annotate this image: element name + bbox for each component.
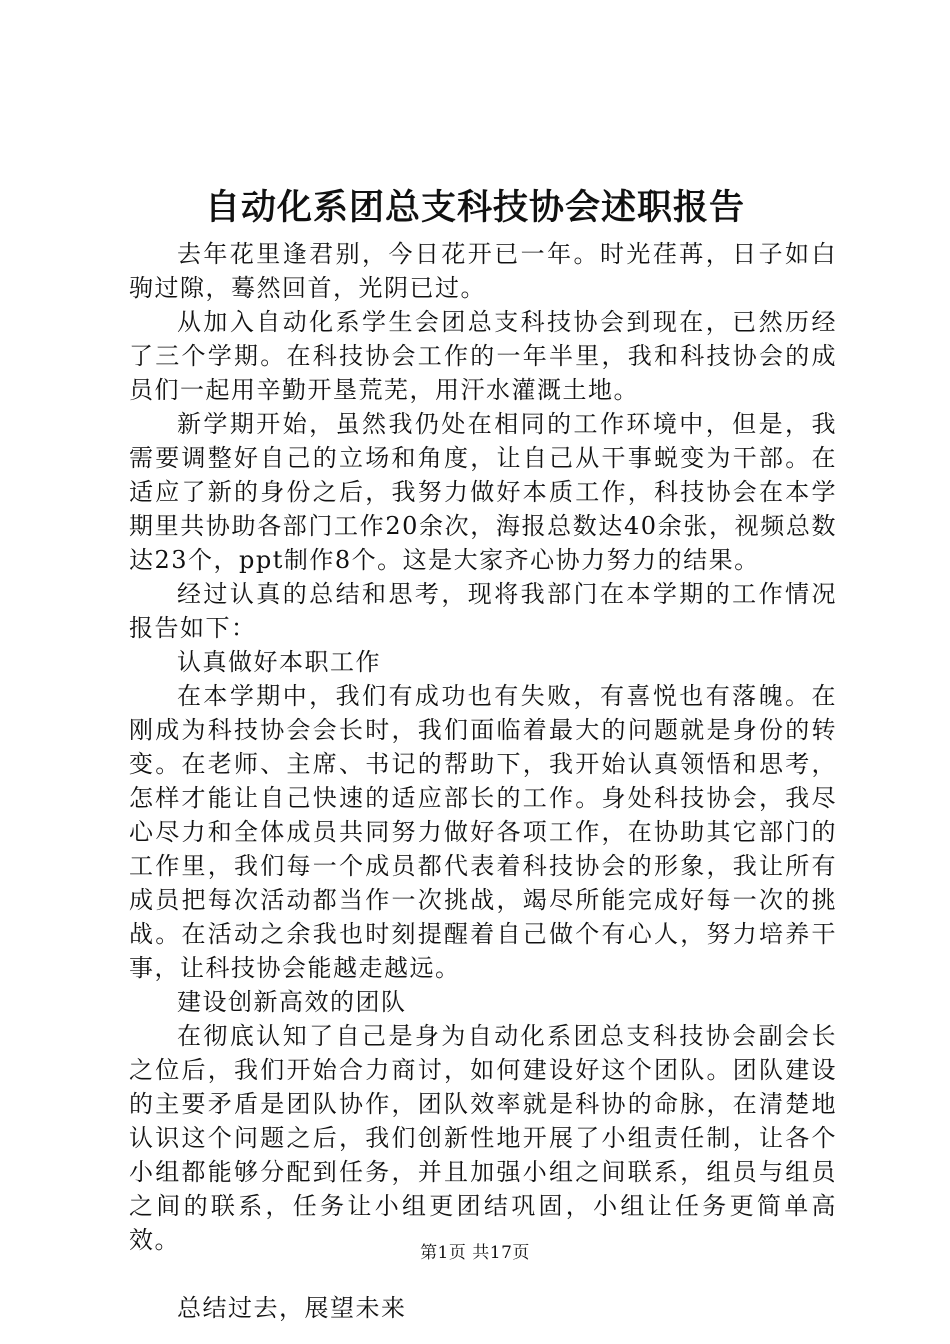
section-heading-duties: 认真做好本职工作 bbox=[177, 648, 381, 676]
paragraph-team: 在彻底认知了自己是身为自动化系团总支科技协会副会长之位后，我们开始合力商讨，如何建设好这个团队。团队建设的主要矛盾是团队协作，团队效率就是科协的命脉，在清楚地认识这个问题之后，我们创新性地开展了小组责任制，让各个小组都能够分配到任务，并且加强小组之间联系，组员与组员之间的联系，任务让小组更团结巩固，小组让任务更简单高效。 bbox=[129, 1022, 837, 1254]
paragraph-joining: 从加入自动化系学生会团总支科技协会到现在，已然历经了三个学期。在科技协会工作的一年半里，我和科技协会的成员们一起用辛勤开垦荒芜，用汗水灌溉土地。 bbox=[129, 308, 837, 404]
paragraph-report-intro: 经过认真的总结和思考，现将我部门在本学期的工作情况报告如下： bbox=[129, 580, 837, 642]
paragraph-duties: 在本学期中，我们有成功也有失败，有喜悦也有落魄。在刚成为科技协会会长时，我们面临着最大的问题就是身份的转变。在老师、主席、书记的帮助下，我开始认真领悟和思考，怎样才能让自己快速的适应部长的工作。身处科技协会，我尽心尽力和全体成员共同努力做好各项工作，在协助其它部门的工作里，我们每一个成员都代表着科技协会的形象，我让所有成员把每次活动都当作一次挑战，竭尽所能完成好每一次的挑战。在活动之余我也时刻提醒着自己做个有心人，努力培养干事，让科技协会能越走越远。 bbox=[129, 682, 837, 982]
section-heading-future: 总结过去，展望未来 bbox=[177, 1294, 407, 1322]
document-body bbox=[129, 237, 837, 1325]
page-number-footer: 第1页 共17页 bbox=[420, 1243, 530, 1263]
paragraph-intro: 去年花里逢君别，今日花开已一年。时光荏苒，日子如白驹过隙，蓦然回首，光阴已过。 bbox=[129, 240, 837, 302]
paragraph-new-semester: 新学期开始，虽然我仍处在相同的工作环境中，但是，我需要调整好自己的立场和角度，让自己从干事蜕变为干部。在适应了新的身份之后，我努力做好本质工作，科技协会在本学期里共协助各部门工作20余次，海报总数达40余张，视频总数达23个，ppt制作8个。这是大家齐心协力努力的结果。 bbox=[129, 410, 837, 574]
document-title: 自动化系团总支科技协会述职报告 bbox=[204, 187, 745, 228]
section-heading-team: 建设创新高效的团队 bbox=[177, 988, 407, 1016]
